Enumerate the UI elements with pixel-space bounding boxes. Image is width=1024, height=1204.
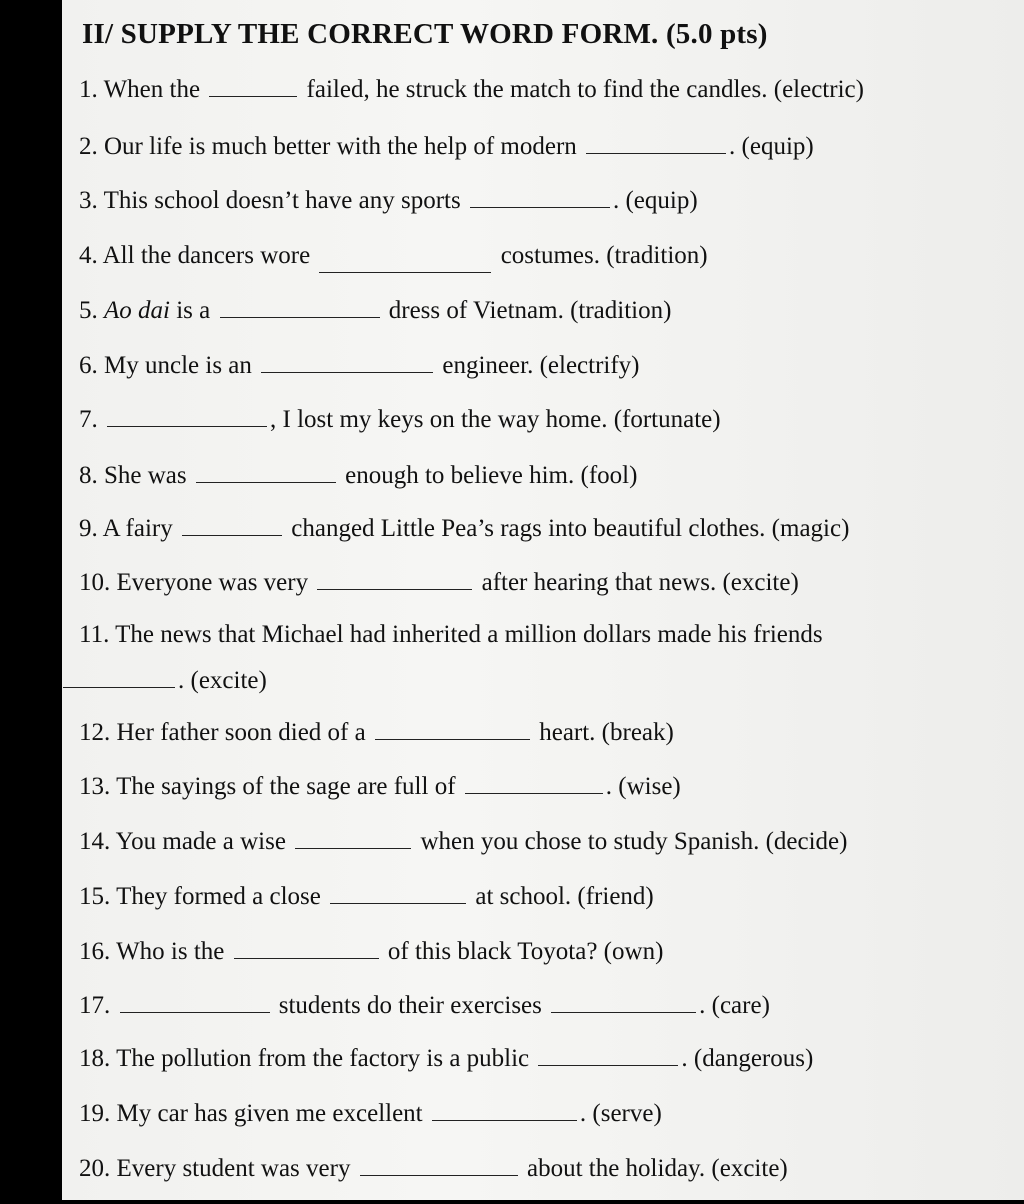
question-text-after: after hearing that news. (excite) — [481, 569, 799, 596]
question-text-before: Ao dai is a — [104, 297, 211, 324]
section-title: II/ SUPPLY THE CORRECT WORD FORM. (5.0 pts) — [82, 18, 768, 50]
question-19 — [79, 1098, 662, 1129]
question-number: 15. — [79, 883, 111, 910]
question-number: 7. — [79, 406, 98, 433]
question-text-before: My car has given me excellent — [116, 1100, 423, 1127]
question-text-before: The sayings of the sage are full of — [116, 773, 456, 800]
question-text-after: of this black Toyota? (own) — [387, 938, 664, 965]
question-text-after: engineer. (electrify) — [442, 352, 640, 379]
question-18 — [79, 1043, 813, 1074]
question-number: 18. — [79, 1045, 111, 1072]
question-number: 17. — [79, 992, 111, 1019]
question-10 — [79, 567, 799, 598]
question-text-after: enough to believe him. (fool) — [345, 462, 638, 489]
question-number: 9. — [79, 515, 98, 542]
question-7 — [79, 404, 721, 435]
question-20 — [79, 1153, 788, 1184]
question-text-after: . (excite) — [178, 667, 267, 694]
answer-blank[interactable] — [330, 881, 466, 904]
question-text-before: Everyone was very — [116, 569, 309, 596]
answer-blank[interactable] — [63, 665, 175, 688]
answer-blank[interactable] — [295, 826, 411, 849]
answer-blank-1[interactable] — [120, 990, 270, 1013]
answer-blank-2[interactable] — [551, 990, 696, 1013]
question-text-before: All the dancers wore — [102, 242, 311, 269]
question-text-before: The pollution from the factory is a public — [116, 1045, 530, 1072]
question-11-continued — [62, 665, 267, 696]
answer-blank[interactable] — [319, 250, 491, 273]
question-number: 2. — [79, 133, 98, 160]
question-text-after: at school. (friend) — [475, 883, 654, 910]
question-number: 11. — [79, 621, 110, 648]
question-text-before: They formed a close — [116, 883, 321, 910]
question-number: 19. — [79, 1100, 111, 1127]
question-number: 12. — [79, 719, 111, 746]
question-text-after: , I lost my keys on the way home. (fortunate) — [270, 406, 721, 433]
answer-blank[interactable] — [234, 936, 379, 959]
question-text-after: . (equip) — [612, 187, 698, 214]
question-text-after: . (equip) — [729, 133, 814, 160]
question-text-before: You made a wise — [115, 828, 286, 855]
question-text-before: My uncle is an — [104, 352, 252, 379]
answer-blank[interactable] — [538, 1043, 678, 1066]
question-8 — [79, 460, 637, 491]
question-number: 3. — [79, 187, 98, 214]
question-text-before: This school doesn’t have any sports — [103, 187, 461, 214]
answer-blank[interactable] — [107, 404, 267, 427]
worksheet-page — [62, 0, 1024, 1200]
answer-blank[interactable] — [220, 295, 380, 318]
question-number: 13. — [79, 773, 111, 800]
question-3 — [79, 185, 698, 216]
question-2 — [79, 131, 814, 162]
question-9 — [79, 513, 849, 544]
question-text-before: Who is the — [116, 938, 225, 965]
question-text-before: Our life is much better with the help of modern — [104, 133, 577, 160]
question-13 — [79, 771, 681, 802]
question-text-after: heart. (break) — [539, 719, 674, 746]
question-number: 20. — [79, 1155, 111, 1182]
question-text-after: . (wise) — [605, 773, 681, 800]
question-number: 5. — [79, 297, 98, 324]
question-text-middle: students do their exercises — [278, 992, 542, 1019]
question-number: 16. — [79, 938, 111, 965]
question-number: 4. — [79, 242, 98, 269]
question-text-before: She was — [104, 462, 187, 489]
question-text-after: about the holiday. (excite) — [526, 1155, 788, 1182]
answer-blank[interactable] — [375, 717, 530, 740]
question-text-after: changed Little Pea’s rags into beautiful clothes. (magic) — [291, 515, 850, 542]
answer-blank[interactable] — [182, 513, 282, 536]
question-text-after: failed, he struck the match to find the candles. (electric) — [306, 76, 864, 103]
answer-blank[interactable] — [470, 185, 610, 208]
answer-blank[interactable] — [465, 771, 603, 794]
answer-blank[interactable] — [209, 74, 297, 97]
question-text-after: costumes. (tradition) — [500, 242, 708, 269]
question-16 — [79, 936, 663, 967]
question-number: 8. — [79, 462, 98, 489]
question-text-before: A fairy — [102, 515, 173, 542]
answer-blank[interactable] — [586, 131, 726, 154]
question-text-after: dress of Vietnam. (tradition) — [388, 297, 672, 324]
question-text-before: The news that Michael had inherited a million dollars made his friends — [115, 621, 823, 648]
question-text-after: when you chose to study Spanish. (decide) — [420, 828, 848, 855]
question-number: 1. — [79, 76, 98, 103]
question-text-after: . (serve) — [579, 1100, 662, 1127]
question-text-before: When the — [103, 76, 201, 103]
question-12 — [79, 717, 674, 748]
answer-blank[interactable] — [261, 350, 433, 373]
answer-blank[interactable] — [432, 1098, 577, 1121]
question-number: 6. — [79, 352, 98, 379]
question-11 — [79, 620, 823, 650]
answer-blank[interactable] — [360, 1153, 518, 1176]
question-text-before: Every student was very — [116, 1155, 351, 1182]
question-text-after: . (dangerous) — [681, 1045, 814, 1072]
question-14 — [79, 826, 847, 857]
question-17 — [79, 990, 770, 1021]
question-1 — [79, 74, 864, 105]
question-number: 14. — [79, 828, 111, 855]
question-6 — [79, 350, 640, 381]
question-15 — [79, 881, 654, 912]
answer-blank[interactable] — [196, 460, 336, 483]
question-text-after: . (care) — [699, 992, 770, 1019]
question-4 — [79, 240, 708, 271]
question-number: 10. — [79, 569, 111, 596]
answer-blank[interactable] — [317, 567, 472, 590]
question-5 — [79, 295, 671, 326]
question-text-before: Her father soon died of a — [116, 719, 366, 746]
